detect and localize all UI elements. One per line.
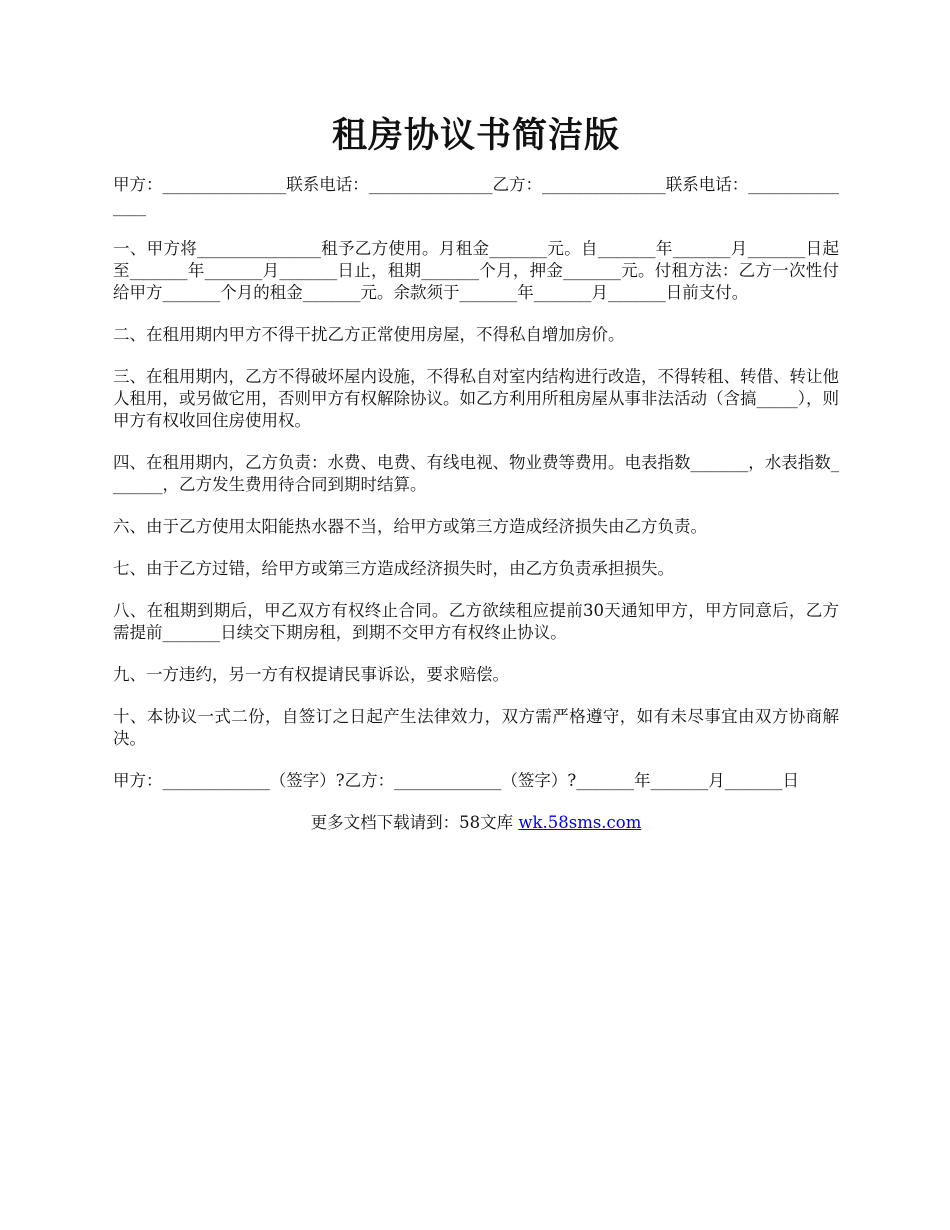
clause-2-landlord-duty: 二、在租用期内甲方不得干扰乙方正常使用房屋，不得私自增加房价。 bbox=[113, 325, 625, 344]
document-title: 租房协议书简洁版 bbox=[331, 115, 620, 156]
clause-3-tenant-restrictions: 三、在租用期内，乙方不得破坏屋内设施，不得私自对室内结构进行改造，不得转租、转借、转让他人租用，或另做它用，否则甲方有权解除协议。如乙方利用所租房屋从事非法活动（含搞_____），则甲方有权收回住房使用权。 bbox=[113, 367, 839, 430]
download-footer bbox=[113, 812, 839, 834]
clause-10-effect: 十、本协议一式二份，自签订之日起产生法律效力，双方需严格遵守，如有未尽事宜由双方协商解决。 bbox=[113, 707, 839, 748]
clause-1-rent-terms: 一、甲方将_______________租予乙方使用。月租金_______元。自_______年_______月_______日起至_______年_______月_______日止，租期_______个月，押金_______元。付租方法：乙方一次性付给甲方_______个月的租金_______元。余款须于_______年_______月_______日前支付。 bbox=[113, 239, 839, 302]
clause-4-utility-fees: 四、在租用期内，乙方负责：水费、电费、有线电视、物业费等费用。电表指数_______，水表指数_______，乙方发生费用待合同到期时结算。 bbox=[113, 453, 839, 494]
document-page bbox=[113, 108, 839, 834]
clause-7-tenant-fault: 七、由于乙方过错，给甲方或第三方造成经济损失时，由乙方负责承担损失。 bbox=[113, 559, 674, 578]
footer-text: 更多文档下载请到：58文库 bbox=[310, 813, 519, 832]
clause-9-breach: 九、一方违约，另一方有权提请民事诉讼，要求赔偿。 bbox=[113, 665, 509, 684]
footer-link[interactable]: wk.58sms.com bbox=[518, 813, 642, 832]
clause-8-renewal: 八、在租期到期后，甲乙双方有权终止合同。乙方欲续租应提前30天通知甲方，甲方同意后，乙方需提前_______日续交下期房租，到期不交甲方有权终止协议。 bbox=[113, 601, 839, 642]
party-info-line: 甲方：_______________联系电话：_______________乙方：_______________联系电话：_______________ bbox=[113, 175, 839, 216]
signature-line: 甲方：_____________（签字）?乙方：_____________（签字）?_______年_______月_______日 bbox=[113, 771, 799, 790]
clause-6-water-heater: 六、由于乙方使用太阳能热水器不当，给甲方或第三方造成经济损失由乙方负责。 bbox=[113, 517, 707, 536]
